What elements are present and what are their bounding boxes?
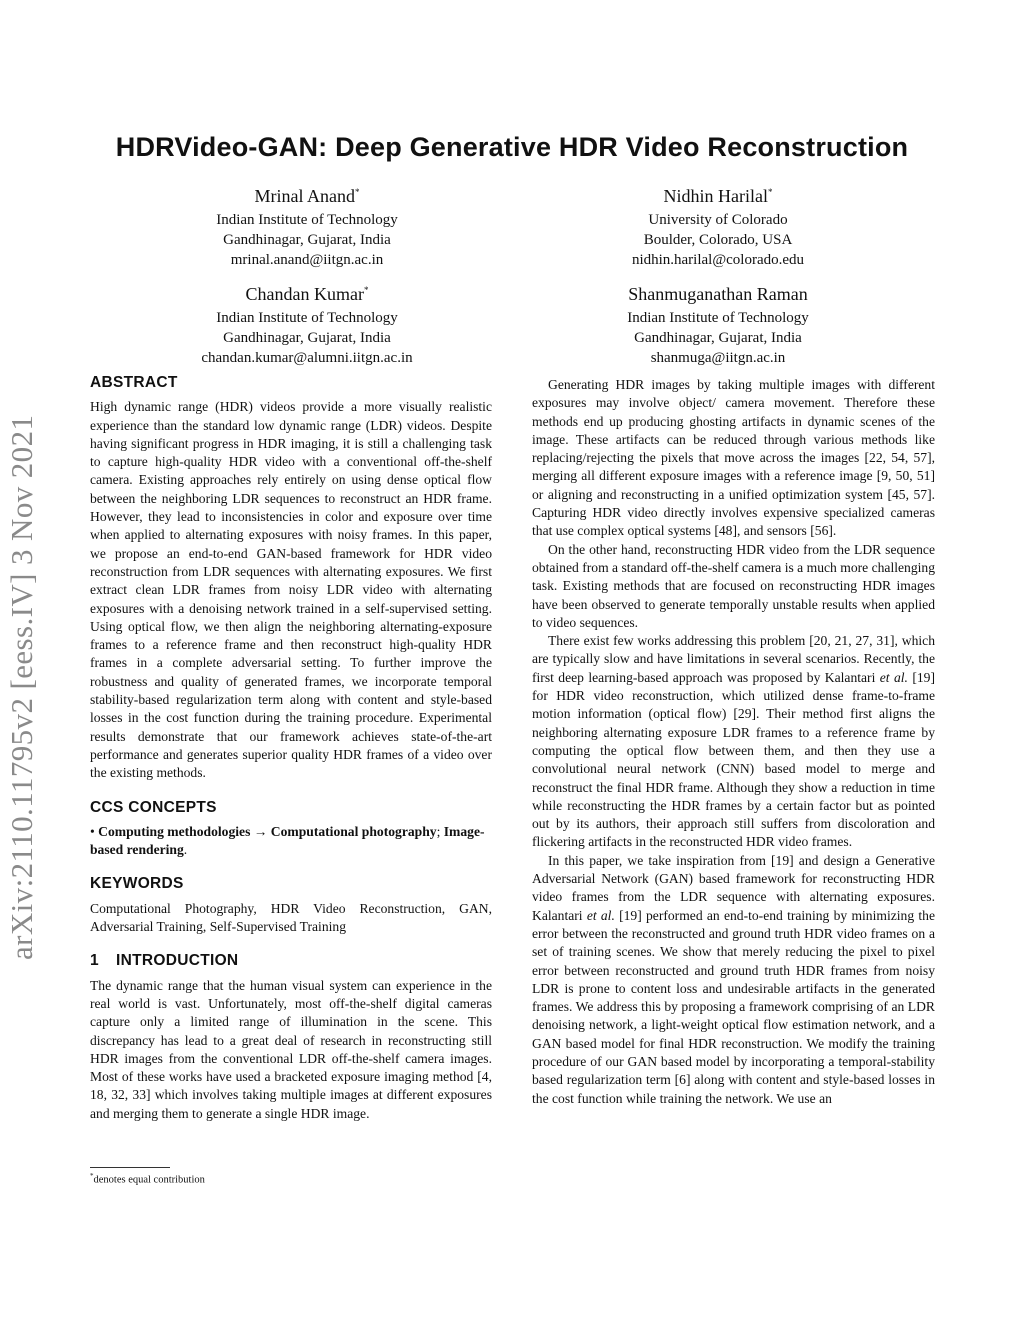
arxiv-identifier[interactable]: arXiv:2110.11795v2 [eess.IV] 3 Nov 2021 (4, 414, 39, 960)
abstract-heading: ABSTRACT (90, 374, 178, 391)
author-name: Chandan Kumar* (245, 284, 369, 304)
author-email[interactable]: mrinal.anand@iitgn.ac.in (230, 252, 384, 268)
author-name: Mrinal Anand* (254, 186, 360, 206)
author-email[interactable]: nidhin.harilal@colorado.edu (631, 252, 805, 268)
author-block (558, 180, 878, 270)
keywords-text: Computational Photography, HDR Video Reconstruction, GAN, Adversarial Training, Self-Supervised Training (90, 900, 492, 935)
abstract-text: High dynamic range (HDR) videos provide a more visually realistic experience than the standard low dynamic range (LDR) videos. Despite having significant progress in HDR imaging, it is still a challenging task to capture high-quality HDR video with a conventional off-the-shelf camera. Existing approaches rely entirely on using dense optical flow between the neighboring LDR sequences to reconstruct an HDR frame. However, they lead to inconsistencies in color and exposure over time when applied to alternating exposures with noisy frames. In this paper, we propose an end-to-end GAN-based framework for HDR video reconstruction from LDR sequences with alternating exposures. We first extract clean LDR frames from noisy LDR video with alternating exposures with a denoising network trained in a self-supervised setting. Using optical flow, we then align the neighboring alternating-exposure frames to a reference frame and then reconstruct high-quality HDR frames in a complete adversarial setting. To further improve the robustness and quality of generated frames, we incorporate temporal stability-based regularization term along with content and style-based losses in the cost function during the training procedure. Experimental results demonstrate that our framework achieves state-of-the-art performance and generates superior quality HDR frames of a video over the existing methods. (90, 399, 492, 781)
author-affiliation: Indian Institute of Technology (216, 212, 398, 228)
introduction-heading: 1 INTRODUCTION (90, 952, 239, 970)
author-affiliation: Indian Institute of Technology (627, 310, 809, 326)
ccs-heading: CCS CONCEPTS (90, 798, 217, 816)
author-location: Boulder, Colorado, USA (643, 232, 793, 248)
author-location: Gandhinagar, Gujarat, India (223, 330, 391, 346)
body-paragraph: There exist few works addressing this problem [20, 21, 27, 31], which are typically slow and have limitations in several scenarios. Recently, the first deep learning-based approach was proposed by Kalantari et al. [19] for HDR video reconstruction, which utilized dense frame-to-frame motion information (optical flow) [29]. Their method first aligns the neighboring alternating exposure LDR frames to a reference frame by computing the optical flow between them, and then they use a convolutional neural network (CNN) based model to merge and reconstruct the final HDR frame. Although they show a reduction in time while reconstructing the HDR frames by a certain factor but as pointed out by its authors, their approach still suffers from discoloration and flickering artifacts in the reconstructed HDR video frames. (532, 633, 936, 850)
author-location: Gandhinagar, Gujarat, India (223, 232, 391, 248)
author-block (558, 278, 878, 368)
author-name: Nidhin Harilal* (663, 186, 773, 206)
author-email[interactable]: chandan.kumar@alumni.iitgn.ac.in (201, 350, 413, 366)
paper-title: HDRVideo-GAN: Deep Generative HDR Video Reconstruction (115, 132, 909, 162)
author-affiliation: Indian Institute of Technology (216, 310, 398, 326)
right-column (532, 376, 935, 1108)
author-location: Gandhinagar, Gujarat, India (634, 330, 802, 346)
body-paragraph: On the other hand, reconstructing HDR video from the LDR sequence obtained from a standard off-the-shelf camera is a much more challenging task. Existing methods that are focused on reconstructing HDR images have been observed to generate temporally unstable results when applied to video sequences. (532, 541, 935, 630)
ccs-concepts: • Computing methodologies → Computational photography; Image-based rendering. (90, 823, 485, 858)
author-block (147, 180, 467, 270)
author-name: Shanmuganathan Raman (628, 284, 808, 304)
author-affiliation: University of Colorado (648, 212, 788, 228)
body-paragraph: In this paper, we take inspiration from [19] and design a Generative Adversarial Network (GAN) based framework for reconstructing HDR video frames from the LDR sequence with alternating exposures. Kalantari et al. [19] performed an end-to-end training by minimizing the error between the reconstructed and ground truth HDR video frames on a set of training scenes. We show that merely reducing the pixel to pixel error between reconstructed and ground truth HDR frames from noisy LDR is prone to content loss and undesirable artifacts in the generated frames. We address this by proposing a framework comprising of an LDR denoising network, a light-weight optical flow estimation network, and a GAN based model for final HDR reconstruction. We modify the training procedure of our GAN based model by incorporating a temporal-stability based regularization term [6] along with content and style-based losses in the cost function while training the network. We use an (532, 852, 935, 1106)
footnote: *denotes equal contribution (90, 1172, 205, 1186)
author-block (147, 278, 467, 368)
footnote-rule (90, 1167, 170, 1168)
left-column (90, 374, 492, 1123)
intro-paragraph: The dynamic range that the human visual system can experience in the real world is vast. Unfortunately, most off-the-shelf digital cameras capture only a limited range of illumination in the scene. This discrepancy has lead to a great deal of research in reconstructing still HDR images from the conventional LDR off-the-shelf camera images. Most of these works have used a bracketed exposure imaging method [4, 18, 32, 33] which involves taking multiple images at different exposures and merging them to generate a single HDR image. (90, 977, 492, 1121)
keywords-heading: KEYWORDS (90, 875, 184, 893)
body-paragraph: Generating HDR images by taking multiple images with different exposures may involve object/ camera movement. Therefore these methods end up producing ghosting artifacts in dynamic scenes of the image. These artifacts can be reduced through various methods like replacing/rejecting the pixels that move across the images [22, 54, 57], merging all different exposure images with a reference image [9, 50, 51] or aligning and reconstructing in a unified optimization system [45, 57]. Capturing HDR video directly involves expensive specialized cameras that use complex optical systems [48], and sensors [56]. (532, 377, 935, 539)
author-email[interactable]: shanmuga@iitgn.ac.in (650, 350, 786, 366)
